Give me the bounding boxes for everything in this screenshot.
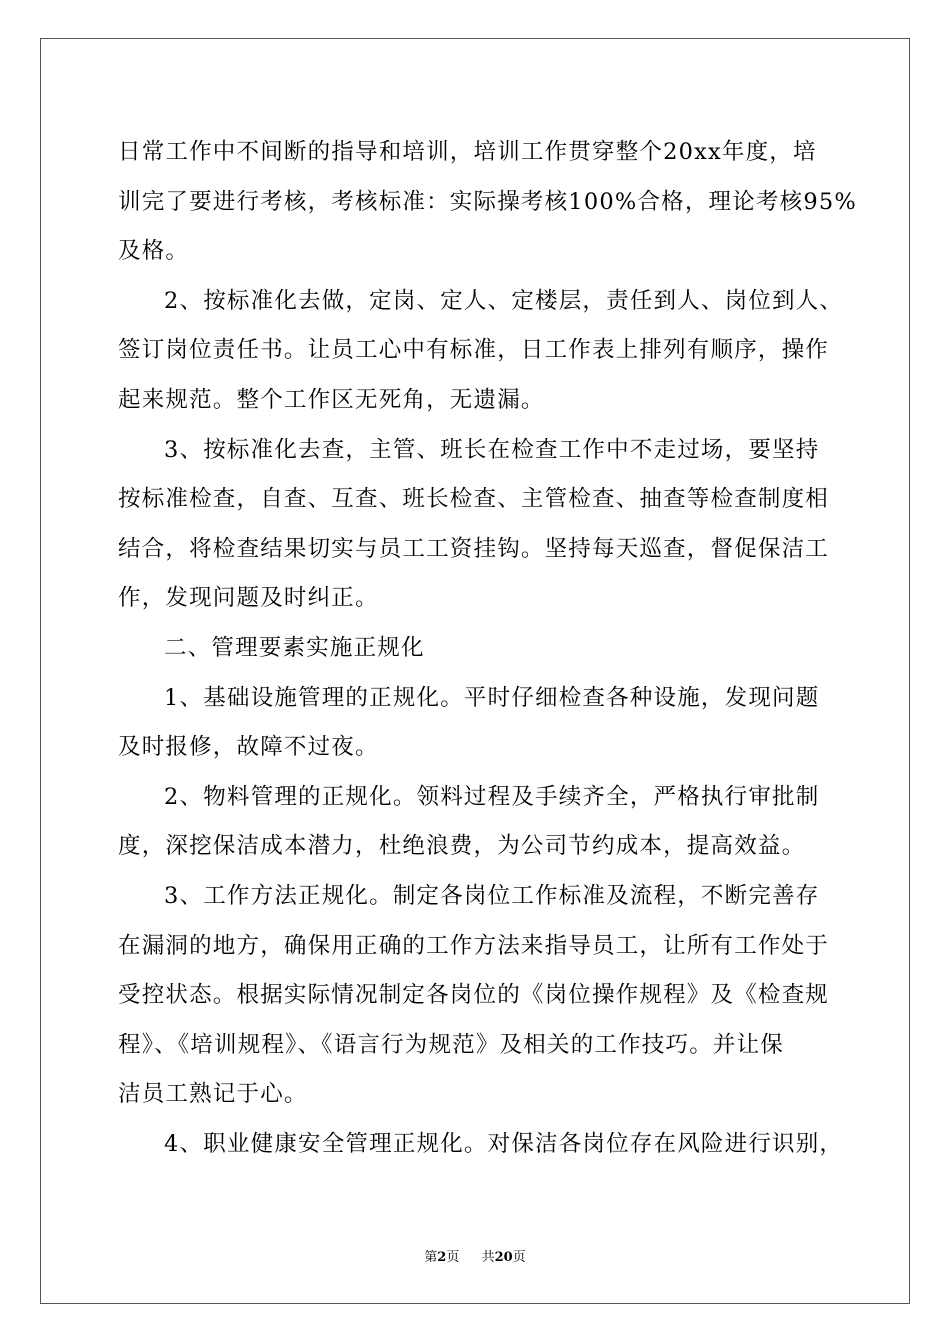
text-line: 2、按标准化去做，定岗、定人、定楼层，责任到人、岗位到人、 xyxy=(164,287,844,314)
text-line: 按标准检查，自查、互查、班长检查、主管检查、抽查等检查制度相 xyxy=(118,486,830,513)
text-line: 训完了要进行考核，考核标准：实际操考核100%合格，理论考核95% xyxy=(118,188,857,215)
text-line: 及格。 xyxy=(118,238,190,265)
text-line: 日常工作中不间断的指导和培训，培训工作贯穿整个20xx年度，培 xyxy=(118,139,817,165)
page-number: 2 xyxy=(437,1250,447,1265)
page-suffix: 页 xyxy=(446,1250,460,1265)
text-line: 度，深挖保洁成本潜力，杜绝浪费，为公司节约成本，提高效益。 xyxy=(118,833,806,860)
text-line: 及时报修，故障不过夜。 xyxy=(118,734,379,761)
page-prefix: 第 xyxy=(424,1250,438,1265)
document-body xyxy=(118,128,857,1169)
text-line: 3、按标准化去查，主管、班长在检查工作中不走过场，要坚持 xyxy=(164,436,820,463)
total-prefix: 共 xyxy=(481,1250,495,1265)
page-footer xyxy=(0,1246,950,1265)
text-line: 在漏洞的地方，确保用正确的工作方法来指导员工，让所有工作处于 xyxy=(118,932,830,959)
text-line: 1、基础设施管理的正规化。平时仔细检查各种设施，发现问题 xyxy=(164,684,820,711)
total-suffix: 页 xyxy=(512,1250,526,1265)
text-line: 签订岗位责任书。让员工心中有标准，日工作表上排列有顺序，操作 xyxy=(118,337,830,364)
text-line: 3、工作方法正规化。制定各岗位工作标准及流程，不断完善存 xyxy=(164,882,820,909)
text-line: 受控状态。根据实际情况制定各岗位的《岗位操作规程》及《检查规 xyxy=(118,982,830,1009)
section-heading: 二、管理要素实施正规化 xyxy=(164,634,425,661)
text-line: 起来规范。整个工作区无死角，无遗漏。 xyxy=(118,386,545,413)
total-pages: 20 xyxy=(494,1250,513,1265)
text-line: 作，发现问题及时纠正。 xyxy=(118,585,379,612)
text-line: 洁员工熟记于心。 xyxy=(118,1081,308,1108)
text-line: 2、物料管理的正规化。领料过程及手续齐全，严格执行审批制 xyxy=(164,783,820,810)
text-line: 结合，将检查结果切实与员工工资挂钩。坚持每天巡查，督促保洁工 xyxy=(118,535,830,562)
text-line: 程》、《培训规程》、《语言行为规范》及相关的工作技巧。并让保 xyxy=(118,1031,785,1058)
text-line: 4、职业健康安全管理正规化。对保洁各岗位存在风险进行识别， xyxy=(164,1130,844,1157)
